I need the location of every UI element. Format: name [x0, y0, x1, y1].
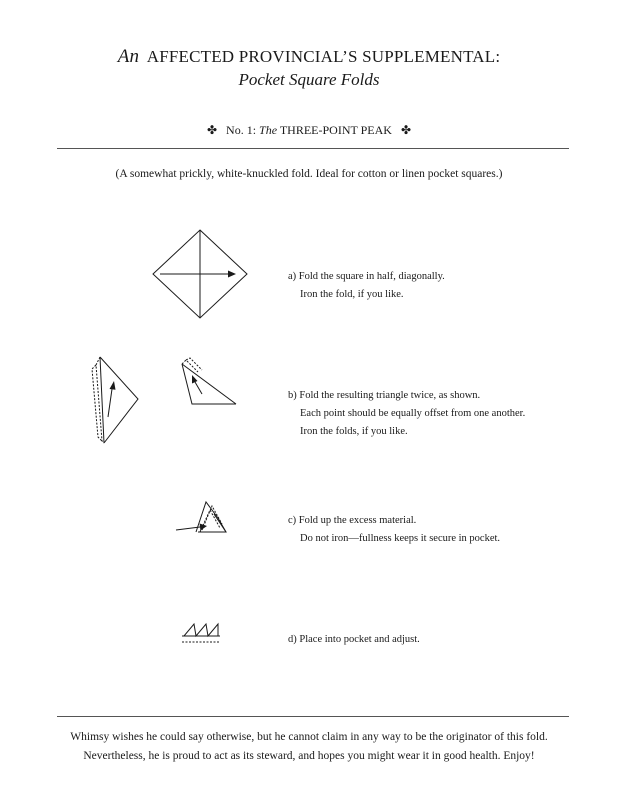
- step-b-line2: Each point should be equally offset from one another.: [300, 408, 526, 419]
- bottom-divider: [57, 716, 569, 717]
- top-divider: [57, 148, 569, 149]
- step-b-text: [288, 387, 525, 441]
- page-subtitle: Pocket Square Folds: [238, 70, 380, 89]
- title-main: AFFECTED PROVINCIAL’S SUPPLEMENTAL:: [146, 47, 501, 66]
- section-name-lead: The: [259, 123, 278, 137]
- footer-text: [0, 728, 618, 766]
- step-b-diagram-1: [86, 355, 146, 445]
- step-c-text: [288, 512, 500, 548]
- step-a-diagram: [150, 228, 250, 320]
- step-d-text: [288, 631, 420, 649]
- ornament-left-icon: ✤: [206, 123, 218, 137]
- section-name: THREE-POINT PEAK: [279, 123, 392, 137]
- step-d-line1: d) Place into pocket and adjust.: [288, 634, 420, 645]
- step-a-text: [288, 268, 445, 304]
- section-heading: [0, 123, 618, 138]
- step-c-line2: Do not iron—fullness keeps it secure in pocket.: [300, 533, 501, 544]
- footer-line1: Whimsy wishes he could say otherwise, but he cannot claim in any way to be the originator of this fold.: [70, 731, 548, 743]
- step-c-diagram: [170, 496, 232, 540]
- step-c-line1: c) Fold up the excess material.: [288, 515, 417, 526]
- ornament-right-icon: ✤: [400, 123, 412, 137]
- intro-text: (A somewhat prickly, white-knuckled fold. Ideal for cotton or linen pocket squares.): [115, 168, 503, 180]
- step-a-line1: a) Fold the square in half, diagonally.: [288, 271, 445, 282]
- step-b-diagram-2: [178, 358, 240, 410]
- title-lead: An: [117, 46, 140, 67]
- step-d-diagram: [182, 620, 222, 648]
- step-b-line3: Iron the folds, if you like.: [300, 426, 408, 437]
- footer-line2: Nevertheless, he is proud to act as its steward, and hopes you might wear it in good health. Enjoy!: [83, 750, 535, 762]
- step-a-line2: Iron the fold, if you like.: [300, 289, 404, 300]
- page-title: [0, 46, 618, 68]
- step-b-line1: b) Fold the resulting triangle twice, as shown.: [288, 390, 481, 401]
- section-number: No. 1:: [226, 123, 257, 137]
